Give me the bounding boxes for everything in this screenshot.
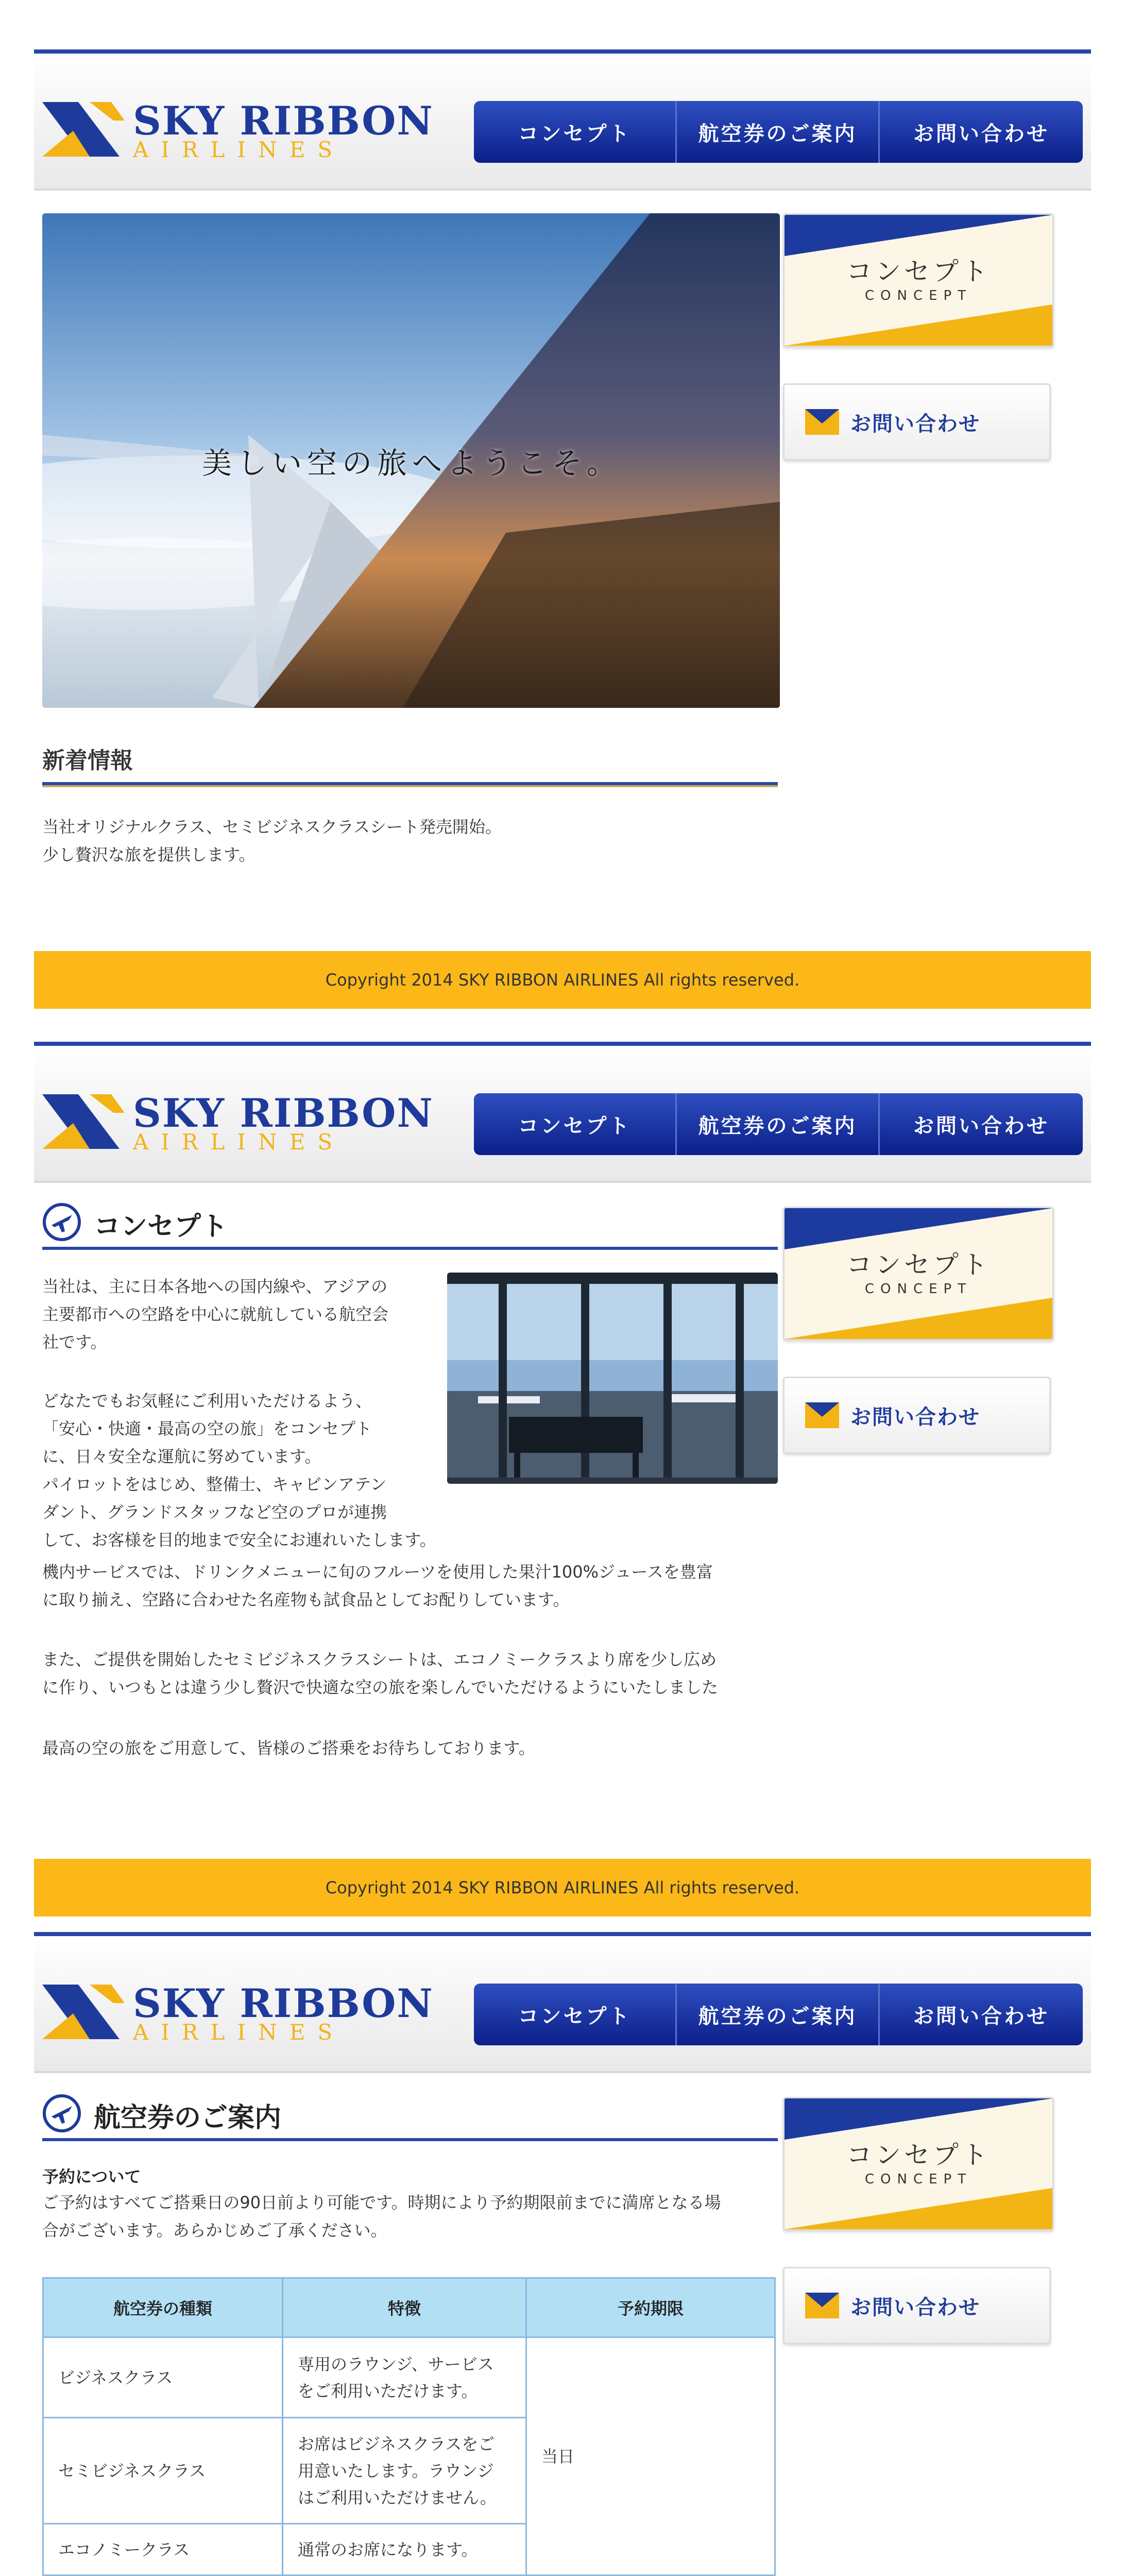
global-nav	[474, 101, 1083, 163]
global-nav	[474, 1984, 1083, 2045]
tickets-heading	[42, 2092, 778, 2141]
col-header-deadline: 予約期限	[526, 2278, 775, 2337]
concept-banner-title: コンセプト	[846, 2140, 991, 2170]
envelope-icon	[805, 409, 839, 435]
table-row	[43, 2337, 775, 2418]
concept-title: コンセプト	[94, 1211, 228, 1242]
brand-subname: AIRLINES	[133, 1129, 345, 1155]
header-top-line	[34, 1932, 1091, 1936]
news-underline-gold	[42, 785, 778, 787]
brand-name: SKY RIBBON	[133, 98, 434, 144]
brand-logo[interactable]	[42, 1090, 434, 1155]
airplane-circle-icon	[42, 2094, 81, 2133]
tickets-title: 航空券のご案内	[94, 2103, 282, 2133]
airplane-circle-icon	[42, 1202, 81, 1242]
nav-contact[interactable]: お問い合わせ	[880, 1984, 1083, 2045]
table-header-row	[43, 2278, 775, 2337]
nav-tickets[interactable]: 航空券のご案内	[677, 1093, 880, 1155]
nav-tickets[interactable]: 航空券のご案内	[677, 101, 880, 163]
brand-subname: AIRLINES	[133, 137, 345, 162]
hero-caption: 美しい空の旅へようこそ。	[202, 446, 622, 481]
concept-banner[interactable]	[783, 2097, 1054, 2231]
contact-banner[interactable]	[783, 1377, 1051, 1454]
cell-feature: お席はビジネスクラスをご 用意いたします。ラウンジ はご利用いただけません。	[282, 2418, 526, 2524]
nav-concept[interactable]: コンセプト	[474, 101, 677, 163]
ribbon-logo-icon	[42, 99, 125, 161]
footer: Copyright 2014 SKY RIBBON AIRLINES All rights reserved.	[34, 1859, 1091, 1917]
banner-stripe-yellow	[785, 1298, 1052, 1339]
ribbon-logo-icon	[42, 1091, 125, 1153]
concept-paragraph-1: 当社は、主に日本各地への国内線や、アジアの 主要都市への空路を中心に就航している航空会 社です。	[42, 1277, 389, 1352]
col-header-feature: 特徴	[282, 2278, 526, 2337]
concept-banner-subtitle: CONCEPT	[864, 1281, 973, 1297]
cell-deadline-merged: 当日	[526, 2337, 775, 2575]
airport-lounge-image	[447, 1273, 778, 1484]
contact-banner[interactable]	[783, 383, 1051, 461]
banner-stripe-blue	[785, 1208, 1052, 1249]
global-nav	[474, 1093, 1083, 1155]
banner-stripe-yellow	[785, 304, 1052, 346]
brand-name: SKY RIBBON	[133, 1980, 434, 2026]
cell-type: セミビジネスクラス	[43, 2418, 283, 2524]
banner-stripe-blue	[785, 215, 1052, 256]
hero-image	[42, 213, 780, 708]
concept-paragraph-4: また、ご提供を開始したセミビジネスクラスシートは、エコノミークラスより席を少し広め に作り、いつもとは違う少し贅沢で快適な空の旅を楽しんでいただけるようにいたしました	[42, 1650, 719, 1697]
concept-banner[interactable]	[783, 1207, 1054, 1341]
header-top-line	[34, 1042, 1091, 1046]
envelope-icon	[805, 2293, 839, 2318]
site-header	[34, 1047, 1091, 1183]
brand-logo[interactable]	[42, 1980, 434, 2045]
banner-stripe-yellow	[785, 2188, 1052, 2229]
concept-banner[interactable]	[783, 213, 1054, 347]
concept-banner-title: コンセプト	[846, 1250, 991, 1280]
nav-concept[interactable]: コンセプト	[474, 1093, 677, 1155]
banner-stripe-blue	[785, 2098, 1052, 2140]
cell-feature: 通常のお席になります。	[282, 2524, 526, 2575]
cell-type: ビジネスクラス	[43, 2337, 283, 2418]
airport-window-photo	[447, 1273, 778, 1484]
news-title: 新着情報	[42, 748, 133, 774]
sidebar	[783, 213, 1082, 461]
contact-banner-label: お問い合わせ	[850, 412, 980, 436]
contact-banner-label: お問い合わせ	[850, 2295, 980, 2319]
concept-paragraph-5: 最高の空の旅をご用意して、皆様のご搭乗をお待ちしております。	[42, 1738, 535, 1758]
news-text: 当社オリジナルクラス、セミビジネスクラスシート発売開始。 少し贅沢な旅を提供します。	[42, 817, 502, 865]
col-header-type: 航空券の種類	[43, 2278, 283, 2337]
brand-logo[interactable]	[42, 98, 434, 162]
site-header	[34, 55, 1091, 191]
ribbon-logo-icon	[42, 1981, 125, 2043]
booking-about-heading: 予約について	[42, 2167, 141, 2187]
contact-banner[interactable]	[783, 2267, 1051, 2344]
sidebar	[783, 1207, 1082, 1454]
concept-paragraph-3: 機内サービスでは、ドリンクメニューに旬のフルーツを使用した果汁100%ジュースを豊富 に取り揃え、空路に合わせた名産物も試食品としてお配りしています。	[42, 1562, 713, 1609]
header-top-line	[34, 49, 1091, 54]
concept-banner-subtitle: CONCEPT	[864, 288, 973, 303]
brand-name: SKY RIBBON	[133, 1090, 434, 1136]
site-header	[34, 1937, 1091, 2073]
concept-heading	[42, 1200, 778, 1250]
footer: Copyright 2014 SKY RIBBON AIRLINES All rights reserved.	[34, 951, 1091, 1009]
cell-feature: 専用のラウンジ、サービス をご利用いただけます。	[282, 2337, 526, 2418]
nav-contact[interactable]: お問い合わせ	[880, 1093, 1083, 1155]
contact-banner-label: お問い合わせ	[850, 1405, 980, 1429]
news-section	[42, 742, 778, 869]
brand-subname: AIRLINES	[133, 2020, 345, 2045]
concept-banner-subtitle: CONCEPT	[864, 2172, 973, 2187]
envelope-icon	[805, 1402, 839, 1428]
booking-about-text: ご予約はすべてご搭乗日の90日前より可能です。時期により予約期限前までに満席となる場 合がございます。あらかじめご了承ください。	[42, 2193, 721, 2240]
nav-tickets[interactable]: 航空券のご案内	[677, 1984, 880, 2045]
sidebar	[783, 2097, 1082, 2344]
concept-banner-title: コンセプト	[846, 257, 991, 286]
cell-type: エコノミークラス	[43, 2524, 283, 2575]
concept-paragraph-2: どなたでもお気軽にご利用いただけるよう、 「安心・快適・最高の空の旅」をコンセプト に、日々安全な運航に努めています。 パイロットをはじめ、整備士、キャビンアテン ダント、グランドスタッフなど空のプロが連携 して、お客様を目的地まで安全にお連れいたします。	[42, 1391, 436, 1550]
ticket-table	[42, 2277, 776, 2576]
nav-concept[interactable]: コンセプト	[474, 1984, 677, 2045]
nav-contact[interactable]: お問い合わせ	[880, 101, 1083, 163]
